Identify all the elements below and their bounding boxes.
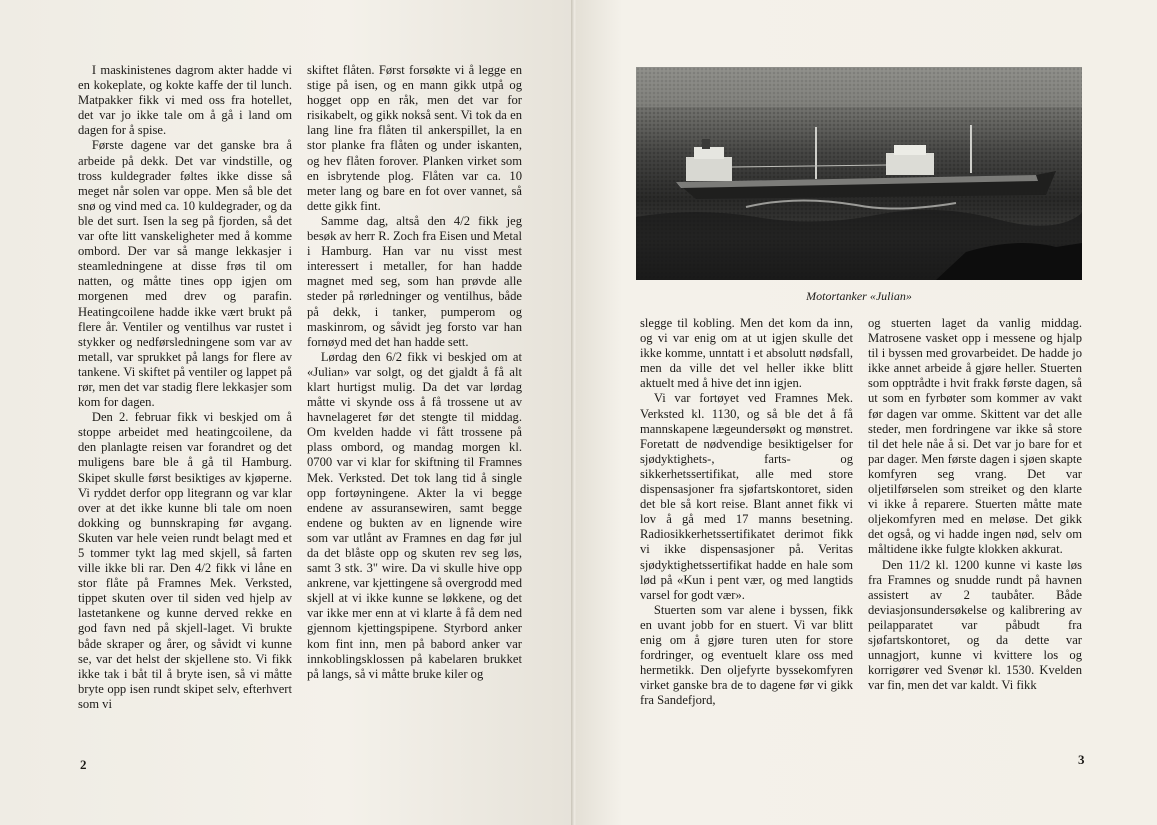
left-page [0,0,574,825]
page-number-left: 2 [80,757,87,772]
paragraph: Den 11/2 kl. 1200 kunne vi kaste løs fra Framnes og snudde rundt på havnen assistert av 2 taubåter. Både deviasjonsundersøkelse og kalibrering av peilapparatet var påbudt fra sjøfartskontoret, og da dette var unnagjort, kunne vi kvittere los og korrigører ved Svenør kl. 1530. Kvelden var fin, men det var kaldt. Vi fikk [868,557,1082,693]
paragraph: Lørdag den 6/2 fikk vi beskjed om at «Julian» var solgt, og det gjaldt å få alt klart hurtigst mulig. Da det var lørdag måtte vi skynde oss å få trossene ut av havnelageret før det stengte til middag. Om kvelden hadde vi fått trossene på plass ombord, og mandag morgen kl. 0700 var vi klar for skiftning til Framnes Mek. Verksted. Det tok lang tid å single opp fortøyningene. Akter la vi begge endene av assuransewiren, samt begge endene og bukten av en lignende wire som var utlånt av Framnes en dag før jul da det blåste opp og skuten rev seg løs, samt 3 stk. 3" wire. Da vi skulle hive opp ankrene, var kjettingene så overgrodd med skjell at vi ikke kunne se løkkene, og det var ikke mer enn at vi klarte å få dem ned gjennom kjettingspipene. Styrbord anker kom fint inn, men på babord anker var innkoblingsklossen på kabelaren brukket på langs, så vi måtte bruke kiler og [307,349,522,681]
paragraph: Den 2. februar fikk vi beskjed om å stoppe arbeidet med heatingcoilene, da den planlagte reisen var forandret og det muligens bare ble å gå til Hamburg. Skipet skulle først besiktiges av kjøperne. Vi ryddet derfor opp litegrann og var klar over at det ikke kunne bli tale om noen dokking og bunnskraping før avgang. Skuten var hele veien rundt belagt med et 5 tommer tykt lag med skjell, så farten ville ikke bli rar. Den 4/2 fikk vi låne en stor flåte på Framnes Mek. Verksted, tippet skuten over til siden ved hjelp av lastetankene og kunne derved rekke en god favn ned på skjell-laget. Vi brukte både skraper og årer, og såvidt vi kunne se, var det helst der skjellene sto. Vi fikk ikke tak i båt til å bryte isen, så vi måtte bryte opp isen rundt skipet selv, efterhvert som vi [78,410,292,711]
paragraph: slegge til kobling. Men det kom da inn, og vi var enig om at ut igjen skulle det ikke komme, unntatt i et absolutt nødsfall, men da ville det vel heller ikke blitt aktuelt med å hive det inn igjen. [640,316,853,391]
tanker-illustration [636,67,1082,280]
text-column-4 [868,316,1082,693]
paragraph: Stuerten som var alene i byssen, fikk en uvant jobb for en stuert. Vi var blitt enig om å gjøre turen uten for store fordringer, og eventuelt klare oss med hermetikk. Den oljefyrte byssekomfyren virket ganske bra de to dagene før vi gikk fra Sandefjord, [640,602,853,708]
paragraph: Vi var fortøyet ved Framnes Mek. Verksted kl. 1130, og så ble det å få mannskapene lægeundersøkt og mønstret. Foretatt de nødvendige besiktigelser for sjødyktighets-, farts- og sikkerhetssertifikat, alle med store dispensasjoner fra sjøfartskontoret, siden det ble så kort reise. Blant annet fikk vi lov å gå med 17 manns besetning. Radiosikkerhetssertifikatet derimot fikk vi ikke dispensasjoner på. Veritas sjødyktighetssertifikat hadde en hale som lød på «Kun i pent vær, og med langtids varsel for godt vær». [640,391,853,602]
paragraph: skiftet flåten. Først forsøkte vi å legge en stige på isen, og en mann gikk utpå og hogget opp en råk, men det var for risikabelt, og gikk nokså sent. Vi tok da en lang line fra flåten til ankerspillet, la en stor planke fra flåten og under iskanten, og hev flåten forover. Planken virket som en isbrytende plog. Flåten var ca. 10 meter lang og bare en fot over vannet, så dette gikk fint. [307,63,522,213]
photo-caption: Motortanker «Julian» [806,289,912,303]
paragraph: Samme dag, altså den 4/2 fikk jeg besøk av herr R. Zoch fra Eisen und Metal i Hamburg. Han var nu visst mest interessert i metaller, for han hadde magnet med seg, som han prøvde alle steder på rørledninger og ventilhus, både på dekk, i tanker, pumperom og maskinrom, og såvidt jeg forsto var han fornøyd med det han hadde sett. [307,213,522,349]
text-column-1 [78,63,292,712]
ship-photo [636,67,1082,280]
text-column-2 [307,63,522,682]
text-column-3 [640,316,853,708]
paragraph: I maskinistenes dagrom akter hadde vi en kokeplate, og kokte kaffe der til lunch. Matpakker fikk vi med oss fra hotellet, det var jo ikke tale om å gå i land om dagen for å spise. [78,63,292,138]
paragraph: og stuerten laget da vanlig middag. Matrosene vasket opp i messene og hjalp til i byssen med grovarbeidet. De hadde jo ikke annet arbeide å gjøre heller. Stuerten som opptrådte i hvit frakk første dagen, så ut som en fyrbøter som kommer av vakt før dagen var omme. Skittent var det alle steder, men fordringene var ikke så store til det hele nåe å si. Det var jo bare for et par dager. Men første dagen i sjøen skapte komfyren seg vrang. Det var oljetilførselen som streiket og den klarte vi ikke å reparere. Stuerten måtte mate oljekomfyren med en meløse. Det gikk det også, og vi hadde ingen nød, selv om måltidene ikke fulgte klokken akkurat. [868,316,1082,557]
paragraph: Første dagene var det ganske bra å arbeide på dekk. Det var vindstille, og tross kuldegrader føltes ikke disse så meget når solen var oppe. Men så ble det snø og vind med ca. 10 kuldegrader, og da ble det surt. Isen la seg på fjorden, så det var ofte litt vanskeligheter med å komme ombord. Der var så mange lekkasjer i steamledningene at disse frøs til om natten, og måtte tines opp igjen om morgenen med drev og parafin. Heatingcoilene hadde ikke vært brukt på flere år. Ventiler og ventilhus var rustet i stykker og nedførsledningene som var av metall, var sprukket på langs for flere av tankene. Vi skiftet på ventiler og lappet på rør, men det var stadig flere lekkasjer som kom for dagen. [78,138,292,410]
page-number-right: 3 [1078,752,1085,767]
